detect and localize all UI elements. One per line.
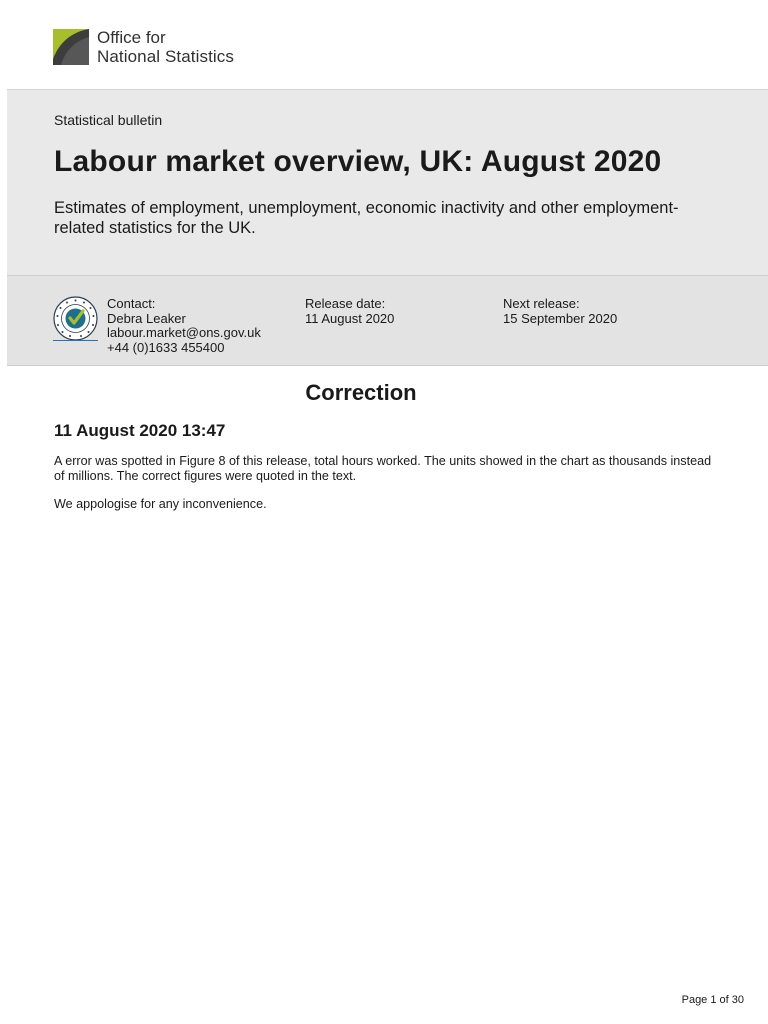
release-date-label: Release date: [305, 296, 386, 311]
next-release-block [503, 297, 617, 326]
correction-paragraph-1: A error was spotted in Figure 8 of this release, total hours worked. The units showed in the chart as thousands instead of millions. The correct figures were quoted in the text. [54, 454, 712, 483]
contact-phone: +44 (0)1633 455400 [107, 339, 225, 355]
logo-line-2: National Statistics [97, 47, 235, 66]
bulletin-hero [7, 89, 768, 276]
contact-block [107, 297, 261, 355]
correction-date: 11 August 2020 13:47 [54, 421, 226, 440]
release-meta [7, 275, 768, 366]
contact-email-link[interactable]: labour.market@ons.gov.uk [107, 325, 261, 340]
contact-name: Debra Leaker [107, 310, 186, 326]
bulletin-type: Statistical bulletin [54, 112, 163, 128]
contact-label: Contact: [107, 296, 156, 311]
ons-logo-icon [53, 29, 89, 65]
bulletin-summary: Estimates of employment, unemployment, economic inactivity and other employment-related statistics for the UK. [54, 199, 679, 237]
logo-line-1: Office for [97, 28, 166, 47]
next-release-label: Next release: [503, 296, 580, 311]
badge-link-underline [53, 340, 98, 341]
page-title: Labour market overview, UK: August 2020 [54, 145, 662, 178]
next-release-value: 15 September 2020 [503, 310, 618, 326]
release-date-block [305, 297, 394, 326]
national-statistics-badge-icon[interactable] [53, 296, 98, 341]
logo-wordmark [97, 28, 234, 66]
correction-paragraph-2: We appologise for any inconvenience. [54, 497, 267, 511]
page-number: Page 1 of 30 [681, 994, 744, 1006]
correction-heading: Correction [305, 380, 417, 405]
release-date-value: 11 August 2020 [305, 310, 395, 326]
ons-logo[interactable] [53, 28, 234, 66]
